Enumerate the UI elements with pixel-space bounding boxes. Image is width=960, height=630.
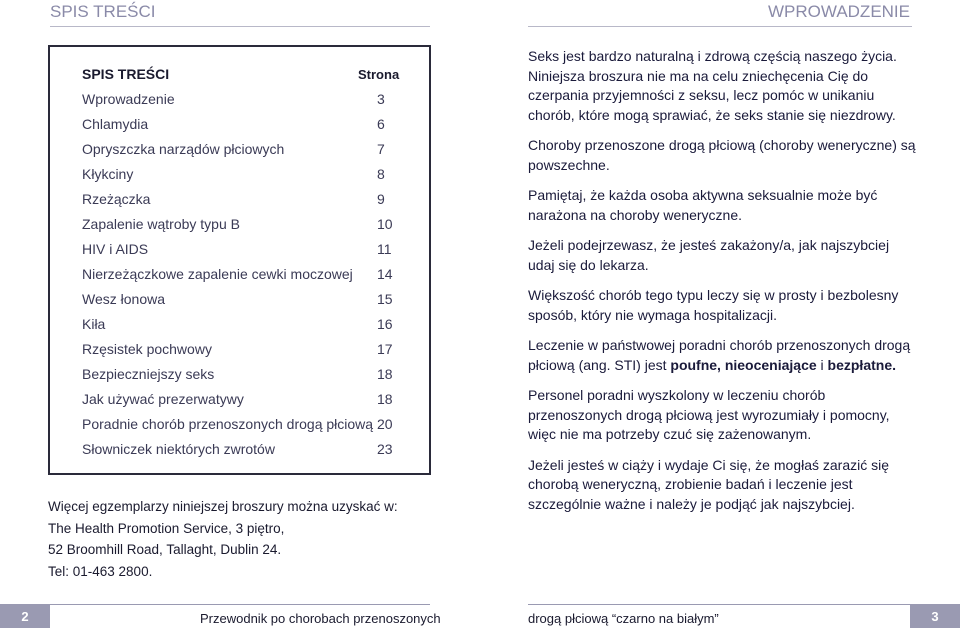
toc-item-title: Jak używać prezerwatywy: [82, 391, 244, 407]
toc-item-title: Chlamydia: [82, 116, 149, 132]
contact-line: Tel: 01-463 2800.: [48, 563, 153, 579]
toc-item[interactable]: [82, 312, 412, 337]
contact-line: The Health Promotion Service, 3 piętro,: [48, 520, 285, 536]
footer-rule-right: [528, 604, 910, 605]
toc-item-title: Wprowadzenie: [82, 91, 175, 107]
intro-paragraph: Jeżeli jesteś w ciąży i wydaje Ci się, że mogłaś zarazić się chorobą weneryczną, zrobienie badań i leczenie jest szczególnie ważne i należy je podjąć jak najszybciej.: [528, 456, 890, 512]
toc-page-column-label: Strona: [358, 67, 400, 82]
toc-item-title: Rzęsistek pochwowy: [82, 341, 212, 357]
toc-item-page: 10: [377, 216, 393, 232]
toc-item[interactable]: [82, 237, 412, 262]
toc-item-page: 7: [377, 141, 385, 157]
intro-paragraph: Seks jest bardzo naturalną i zdrową częścią naszego życia. Niniejsza broszura nie ma na celu zniechęcenia Cię do czerpania przyjemności z seksu, lecz pomóc w unikaniu chorób, które mogą sprawiać, że seks stanie się niezdrowy.: [528, 48, 897, 123]
toc-item-title: Kiła: [82, 316, 106, 332]
toc-item[interactable]: [82, 187, 412, 212]
toc-list: [82, 87, 412, 462]
left-header: SPIS TREŚCI: [50, 2, 156, 21]
toc-title: SPIS TREŚCI: [82, 66, 170, 82]
intro-paragraph: Większość chorób tego typu leczy się w prosty i bezbolesny sposób, który nie wymaga hospitalizacji.: [528, 287, 899, 323]
toc-item[interactable]: [82, 387, 412, 412]
right-footer-text: drogą płciową “czarno na białym”: [528, 611, 719, 626]
intro-paragraph: Jeżeli podejrzewasz, że jesteś zakażony/a, jak najszybciej udaj się do lekarza.: [528, 237, 890, 273]
toc-item-title: Zapalenie wątroby typu B: [82, 216, 240, 232]
toc-item[interactable]: [82, 162, 412, 187]
toc-item-page: 11: [377, 241, 392, 257]
toc-item-title: HIV i AIDS: [82, 241, 149, 257]
toc-item-page: 18: [377, 366, 393, 382]
toc-item-page: 16: [377, 316, 393, 332]
toc-item[interactable]: [82, 137, 412, 162]
intro-paragraph: Pamiętaj, że każda osoba aktywna seksualnie może być narażona na choroby weneryczne.: [528, 187, 878, 223]
intro-text: [528, 47, 918, 525]
intro-text-run: i: [816, 356, 828, 373]
toc-item-title: Wesz łonowa: [82, 291, 166, 307]
toc-item-page: 3: [377, 91, 385, 107]
toc-item-page: 23: [377, 441, 393, 457]
toc-item-page: 9: [377, 191, 385, 207]
toc-item-page: 15: [377, 291, 393, 307]
intro-text-run: Leczenie w państwowej poradni chorób przenoszonych drogą płciową (ang. STI) jest: [528, 337, 911, 373]
intro-paragraph: Choroby przenoszone drogą płciową (choroby weneryczne) są powszechne.: [528, 137, 916, 173]
contact-line: Więcej egzemplarzy niniejszej broszury można uzyskać w:: [48, 499, 398, 514]
toc-item-page: 18: [377, 391, 393, 407]
right-header: WPROWADZENIE: [768, 2, 910, 21]
toc-item-page: 6: [377, 116, 385, 132]
toc-item-title: Kłykciny: [82, 166, 134, 182]
toc-item-page: 17: [377, 341, 393, 357]
footer-rule-left: [50, 604, 430, 605]
toc-item-title: Bezpieczniejszy seks: [82, 366, 215, 382]
toc-item[interactable]: [82, 437, 412, 462]
toc-item-page: 20: [377, 416, 393, 432]
header-rule-left: [50, 26, 430, 27]
toc-item-title: Słowniczek niektórych zwrotów: [82, 441, 275, 457]
toc-item[interactable]: [82, 337, 412, 362]
toc-item[interactable]: [82, 262, 412, 287]
toc-item[interactable]: [82, 362, 412, 387]
toc-item[interactable]: [82, 412, 412, 437]
intro-paragraph: Personel poradni wyszkolony w leczeniu chorób przenoszonych drogą płciową jest wyrozumiały i pomocny, więc nie ma potrzeby czuć się zażenowanym.: [528, 387, 890, 442]
toc-item-page: 8: [377, 166, 385, 182]
left-footer-text: Przewodnik po chorobach przenoszonych: [200, 611, 441, 626]
toc-item[interactable]: [82, 287, 412, 312]
toc-item-page: 14: [377, 266, 393, 282]
toc-item[interactable]: [82, 112, 412, 137]
toc-item[interactable]: [82, 212, 412, 237]
toc-item-title: Nierzeżączkowe zapalenie cewki moczowej: [82, 266, 353, 282]
toc-item-title: Opryszczka narządów płciowych: [82, 141, 285, 157]
intro-bold-run: poufne, nieoceniające: [670, 356, 817, 373]
right-page-number: 3: [910, 604, 960, 628]
left-page-number: 2: [0, 604, 50, 628]
intro-bold-run: bezpłatne.: [827, 356, 897, 373]
toc-item[interactable]: [82, 87, 412, 112]
toc-item-title: Poradnie chorób przenoszonych drogą płciową: [82, 416, 374, 432]
toc-item-title: Rzeżączka: [82, 191, 151, 207]
contact-line: 52 Broomhill Road, Tallaght, Dublin 24.: [48, 542, 282, 557]
contact-info: [48, 496, 398, 582]
intro-paragraph: [528, 336, 918, 375]
header-rule-right: [528, 26, 912, 27]
